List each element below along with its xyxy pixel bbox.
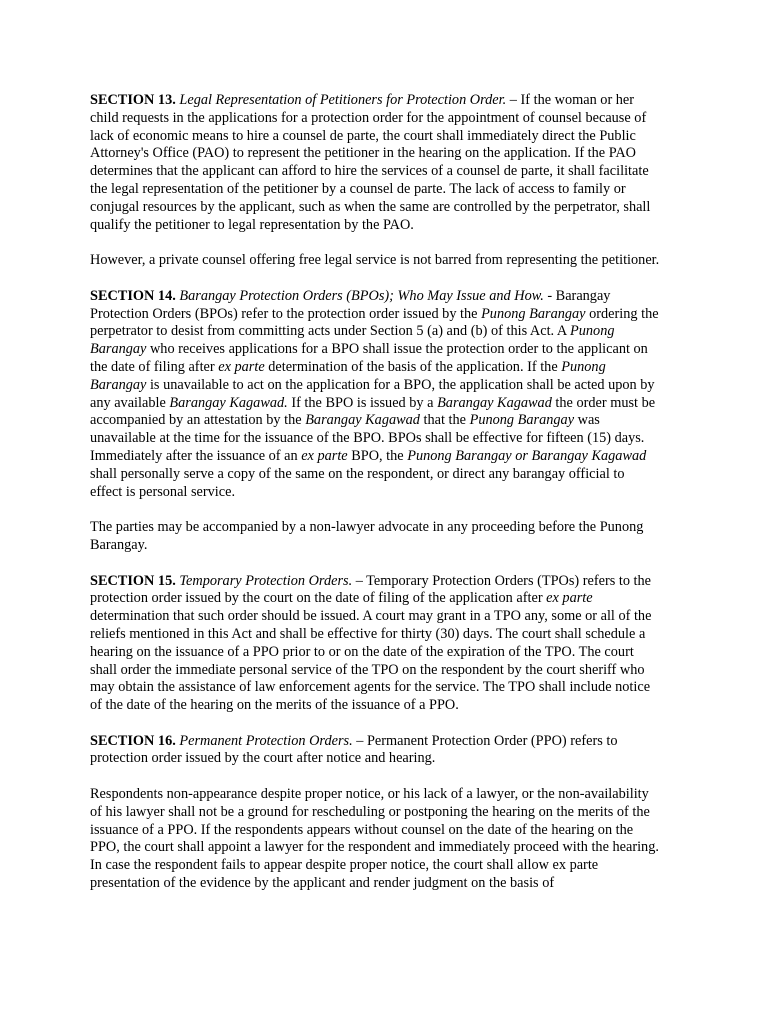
section-16-paragraph-2 — [90, 786, 660, 893]
italic-text: Legal Representation of Petitioners for Protection Order. — [179, 92, 507, 108]
section-16-paragraph-1 — [90, 733, 660, 769]
italic-text: Punong Barangay — [90, 358, 606, 393]
section-heading: SECTION 13. — [90, 92, 176, 108]
body-text: that the — [419, 412, 470, 429]
body-text: determination of the basis of the application. If the — [264, 358, 562, 375]
section-15 — [90, 573, 660, 715]
italic-text: Permanent Protection Orders. — [179, 732, 353, 749]
body-text: determination that such order should be issued. A court may grant in a TPO any, some or all of the reliefs mentioned in this Act and shall be effective for thirty (30) days. The court shall schedule a hearing on the issuance of a PPO prior to or on the date of the expiration of the TPO. The court shall order the immediate personal service of the TPO on the respondent by the court sheriff who may obtain the assistance of law enforcement agents for the service. The TPO shall include notice of the date of the hearing on the merits of the issuance of a PPO. — [90, 608, 652, 714]
section-16 — [90, 733, 660, 893]
italic-text: Barangay Kagawad — [305, 412, 420, 429]
italic-text: ex parte — [546, 590, 593, 607]
document-page — [90, 92, 660, 911]
body-text: BPO, the — [347, 447, 408, 464]
section-14-paragraph-1 — [90, 288, 660, 502]
body-text: If the BPO is issued by a — [287, 394, 438, 411]
body-text: the order must be accompanied by an attestation by the — [90, 394, 656, 429]
section-heading: SECTION 15. — [90, 572, 176, 589]
body-text: - Barangay Protection Orders (BPOs) refer to the protection order issued by the — [90, 287, 611, 322]
section-13-paragraph-1 — [90, 92, 660, 234]
body-text: Respondents non-appearance despite proper notice, or his lack of a lawyer, or the non-availability of his lawyer shall not be a ground for rescheduling or postponing the hearing on the merits of the issuance of a PPO. If the respondents appears without counsel on the date of the hearing on the PPO, the court shall appoint a lawyer for the respondent and immediately proceed with the hearing. In case the respondent fails to appear despite proper notice, the court shall allow ex parte presentation of the evidence by the applicant and render judgment on the basis of — [90, 786, 659, 892]
italic-text: Temporary Protection Orders. — [179, 572, 353, 589]
body-text: – Temporary Protection Orders (TPOs) refers to the protection order issued by the court on the date of filing of the application after — [90, 572, 652, 607]
section-13 — [90, 92, 660, 270]
italic-text: Punong Barangay — [469, 412, 575, 429]
italic-text: ex parte — [218, 358, 265, 375]
italic-text: Punong Barangay or Barangay Kagawad — [407, 447, 647, 464]
italic-text: ex parte — [301, 447, 348, 464]
italic-text: Punong Barangay — [481, 305, 586, 322]
italic-text: Barangay Kagawad. — [169, 394, 288, 411]
body-text: ordering the perpetrator to desist from committing acts under Section 5 (a) and (b) of this Act. A — [90, 305, 659, 340]
body-text: shall personally serve a copy of the same on the respondent, or direct any barangay official to effect is personal service. — [90, 465, 625, 500]
section-14 — [90, 288, 660, 555]
section-heading: SECTION 14. — [90, 287, 176, 304]
italic-text: Barangay Protection Orders (BPOs); Who May Issue and How. — [179, 287, 544, 304]
italic-text: Barangay Kagawad — [437, 394, 552, 411]
body-text: However, a private counsel offering free legal service is not barred from representing the petitioner. — [90, 252, 660, 269]
body-text: The parties may be accompanied by a non-lawyer advocate in any proceeding before the Punong Barangay. — [90, 519, 644, 553]
italic-text: Punong Barangay — [90, 323, 615, 358]
body-text: who receives applications for a BPO shall issue the protection order to the applicant on the date of filing after — [90, 341, 648, 375]
section-14-paragraph-2 — [90, 519, 660, 555]
body-text: is unavailable to act on the application for a BPO, the application shall be acted upon by any available — [90, 376, 655, 411]
body-text: was unavailable at the time for the issuance of the BPO. BPOs shall be effective for fifteen (15) days. Immediately after the issuance of an — [90, 412, 645, 464]
body-text: – If the woman or her child requests in the applications for a protection order for the appointment of counsel because of lack of economic means to hire a counsel de parte, the court shall immediately direct the Public Attorney's Office (PAO) to represent the petitioner in the hearing on the application. If the PAO determines that the applicant can afford to hire the services of a counsel de parte, it shall facilitate the legal representation of the petitioner by a counsel de parte. The lack of access to family or conjugal resources by the applicant, such as when the same are controlled by the perpetrator, shall qualify the petitioner to legal representation by the PAO. — [90, 92, 651, 233]
section-13-paragraph-2 — [90, 252, 660, 270]
section-heading: SECTION 16. — [90, 732, 176, 749]
body-text: – Permanent Protection Order (PPO) refers to protection order issued by the court after notice and hearing. — [90, 732, 618, 767]
section-15-paragraph-1 — [90, 573, 660, 715]
